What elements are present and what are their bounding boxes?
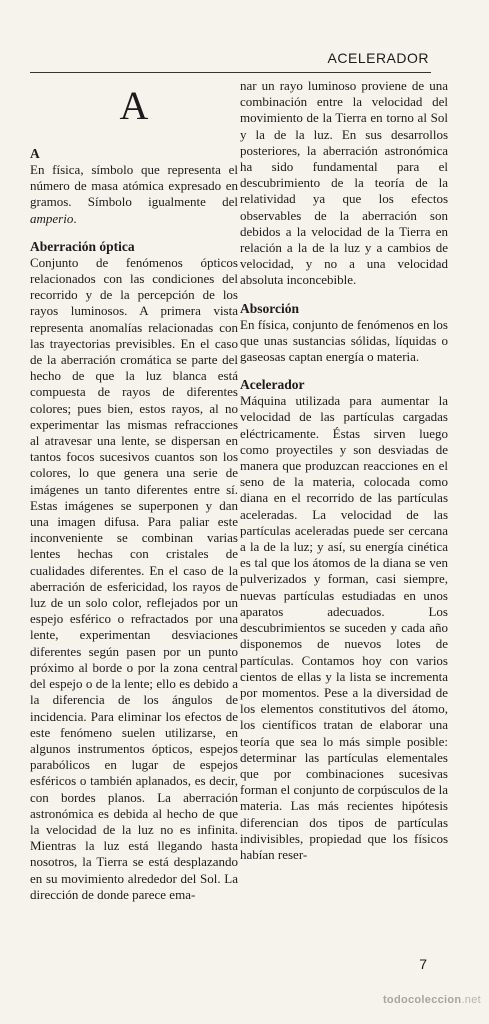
entry-absorcion — [240, 301, 448, 366]
running-head: ACELERADOR — [327, 50, 429, 66]
entry-a-body-text: En física, símbolo que representa el número de masa atómica expresado en gramos. Símbolo igualmente del — [30, 162, 238, 210]
page-number: 7 — [419, 956, 427, 972]
entry-acelerador — [240, 377, 448, 863]
entry-a-body-end: . — [73, 210, 77, 226]
section-letter: A — [119, 83, 149, 128]
entry-a-body-emphasis: amperio — [30, 210, 74, 226]
header-rule — [30, 72, 431, 73]
entry-aberracion — [30, 239, 238, 903]
entry-absorcion-title: Absorción — [240, 300, 300, 316]
entry-aberracion-body: Conjunto de fenómenos ópticos relacionados con las condiciones del recorrido y de la percepción de los rayos luminosos. A primera vista representa anomalías relacionadas con las trayectorias previsibles. En el caso de la aberración cromática se parte del hecho de que la luz blanca está compuesta de rayos de diferentes colores; pues bien, estos rayos, al no experimentar las mismas refracciones al atravesar una lente, se dispersan en tantos focos sucesivos cuantos son los colores, lo que genera una serie de imágenes un tanto diferentes entre sí. Estas imágenes se superponen y dan una imagen difusa. Para paliar este inconveniente se combinan varias lentes hechas con cristales de cualidades diferentes. En el caso de la aberración de esfericidad, los rayos de luz de un solo color, reflejados por un espejo esférico o refractados por una lente, experimentan desviaciones diferentes según pasen por un punto próximo al borde o por la zona central del espejo o de la lente; ello es debido a la diferencia de los ángulos de incidencia. Para eliminar los efectos de este fenómeno suelen utilizarse, en algunos instrumentos ópticos, espejos parabólicos en lugar de espejos esféricos o también aplanados, es decir, con bordes planos. La aberración astronómica es debida al hecho de que la velocidad de la luz no es infinita. Mientras la luz está llegando hasta nosotros, la Tierra se está desplazando en su movimiento alrededor del Sol. La dirección de donde parece ema- — [30, 254, 238, 902]
entry-aberracion-title: Aberración óptica — [30, 238, 135, 254]
watermark-brand: todocoleccion — [382, 994, 462, 1006]
entry-a — [30, 146, 238, 227]
entry-absorcion-body: En física, conjunto de fenómenos en los que unas sustancias sólidas, líquidas o gaseosas captan energía o materia. — [240, 316, 448, 365]
watermark — [383, 994, 481, 1006]
entry-a-title: A — [30, 146, 40, 161]
entry-aberracion-continuation: nar un rayo luminoso proviene de una combinación entre la velocidad del movimiento de la Tierra en torno al Sol y la de la luz. En sus desarrollos posteriores, la aberración astronómica ha sido fundamental para el descubrimiento de la teoría de la relatividad ya que los efectos observables de la aberración son debidos a la velocidad de la Tierra en relación a la de la luz y a cambios de velocidad, y no a una velocidad absoluta inconcebible. — [240, 78, 448, 288]
entry-aberracion-continued — [240, 78, 448, 289]
left-column — [30, 78, 238, 915]
entry-acelerador-title: Acelerador — [240, 377, 305, 393]
right-column — [240, 78, 448, 875]
watermark-suffix: .net — [461, 994, 481, 1006]
entry-a-body — [30, 162, 238, 227]
entry-acelerador-body: Máquina utilizada para aumentar la velocidad de las partículas cargadas eléctricamente. Éstas sirven luego como proyectiles y son desviadas de manera que produzcan reacciones en el seno de la materia, colocada como diana en el recorrido de las partículas aceleradas. La velocidad de las partículas aceleradas puede ser cercana a la de la luz; y así, su energía cinética es tal que los átomos de la diana se ven pulverizados y forman, casi siempre, nuevas partículas estudiadas en unos aparatos adecuados. Los descubrimientos se suceden y cada año disponemos de nuevos lotes de partículas. Contamos hoy con varios cientos de ellas y la lista se incrementa por momentos. Pese a la diversidad de los elementos constitutivos del átomo, los científicos tratan de elaborar una teoría que sea lo más simple posible: determinar las partículas elementales que por combinaciones sucesivas forman el conjunto de corpúsculos de la materia. Las más recientes hipótesis diferencian dos tipos de partículas indivisibles, propiedad que los físicos habían reser- — [240, 393, 448, 862]
